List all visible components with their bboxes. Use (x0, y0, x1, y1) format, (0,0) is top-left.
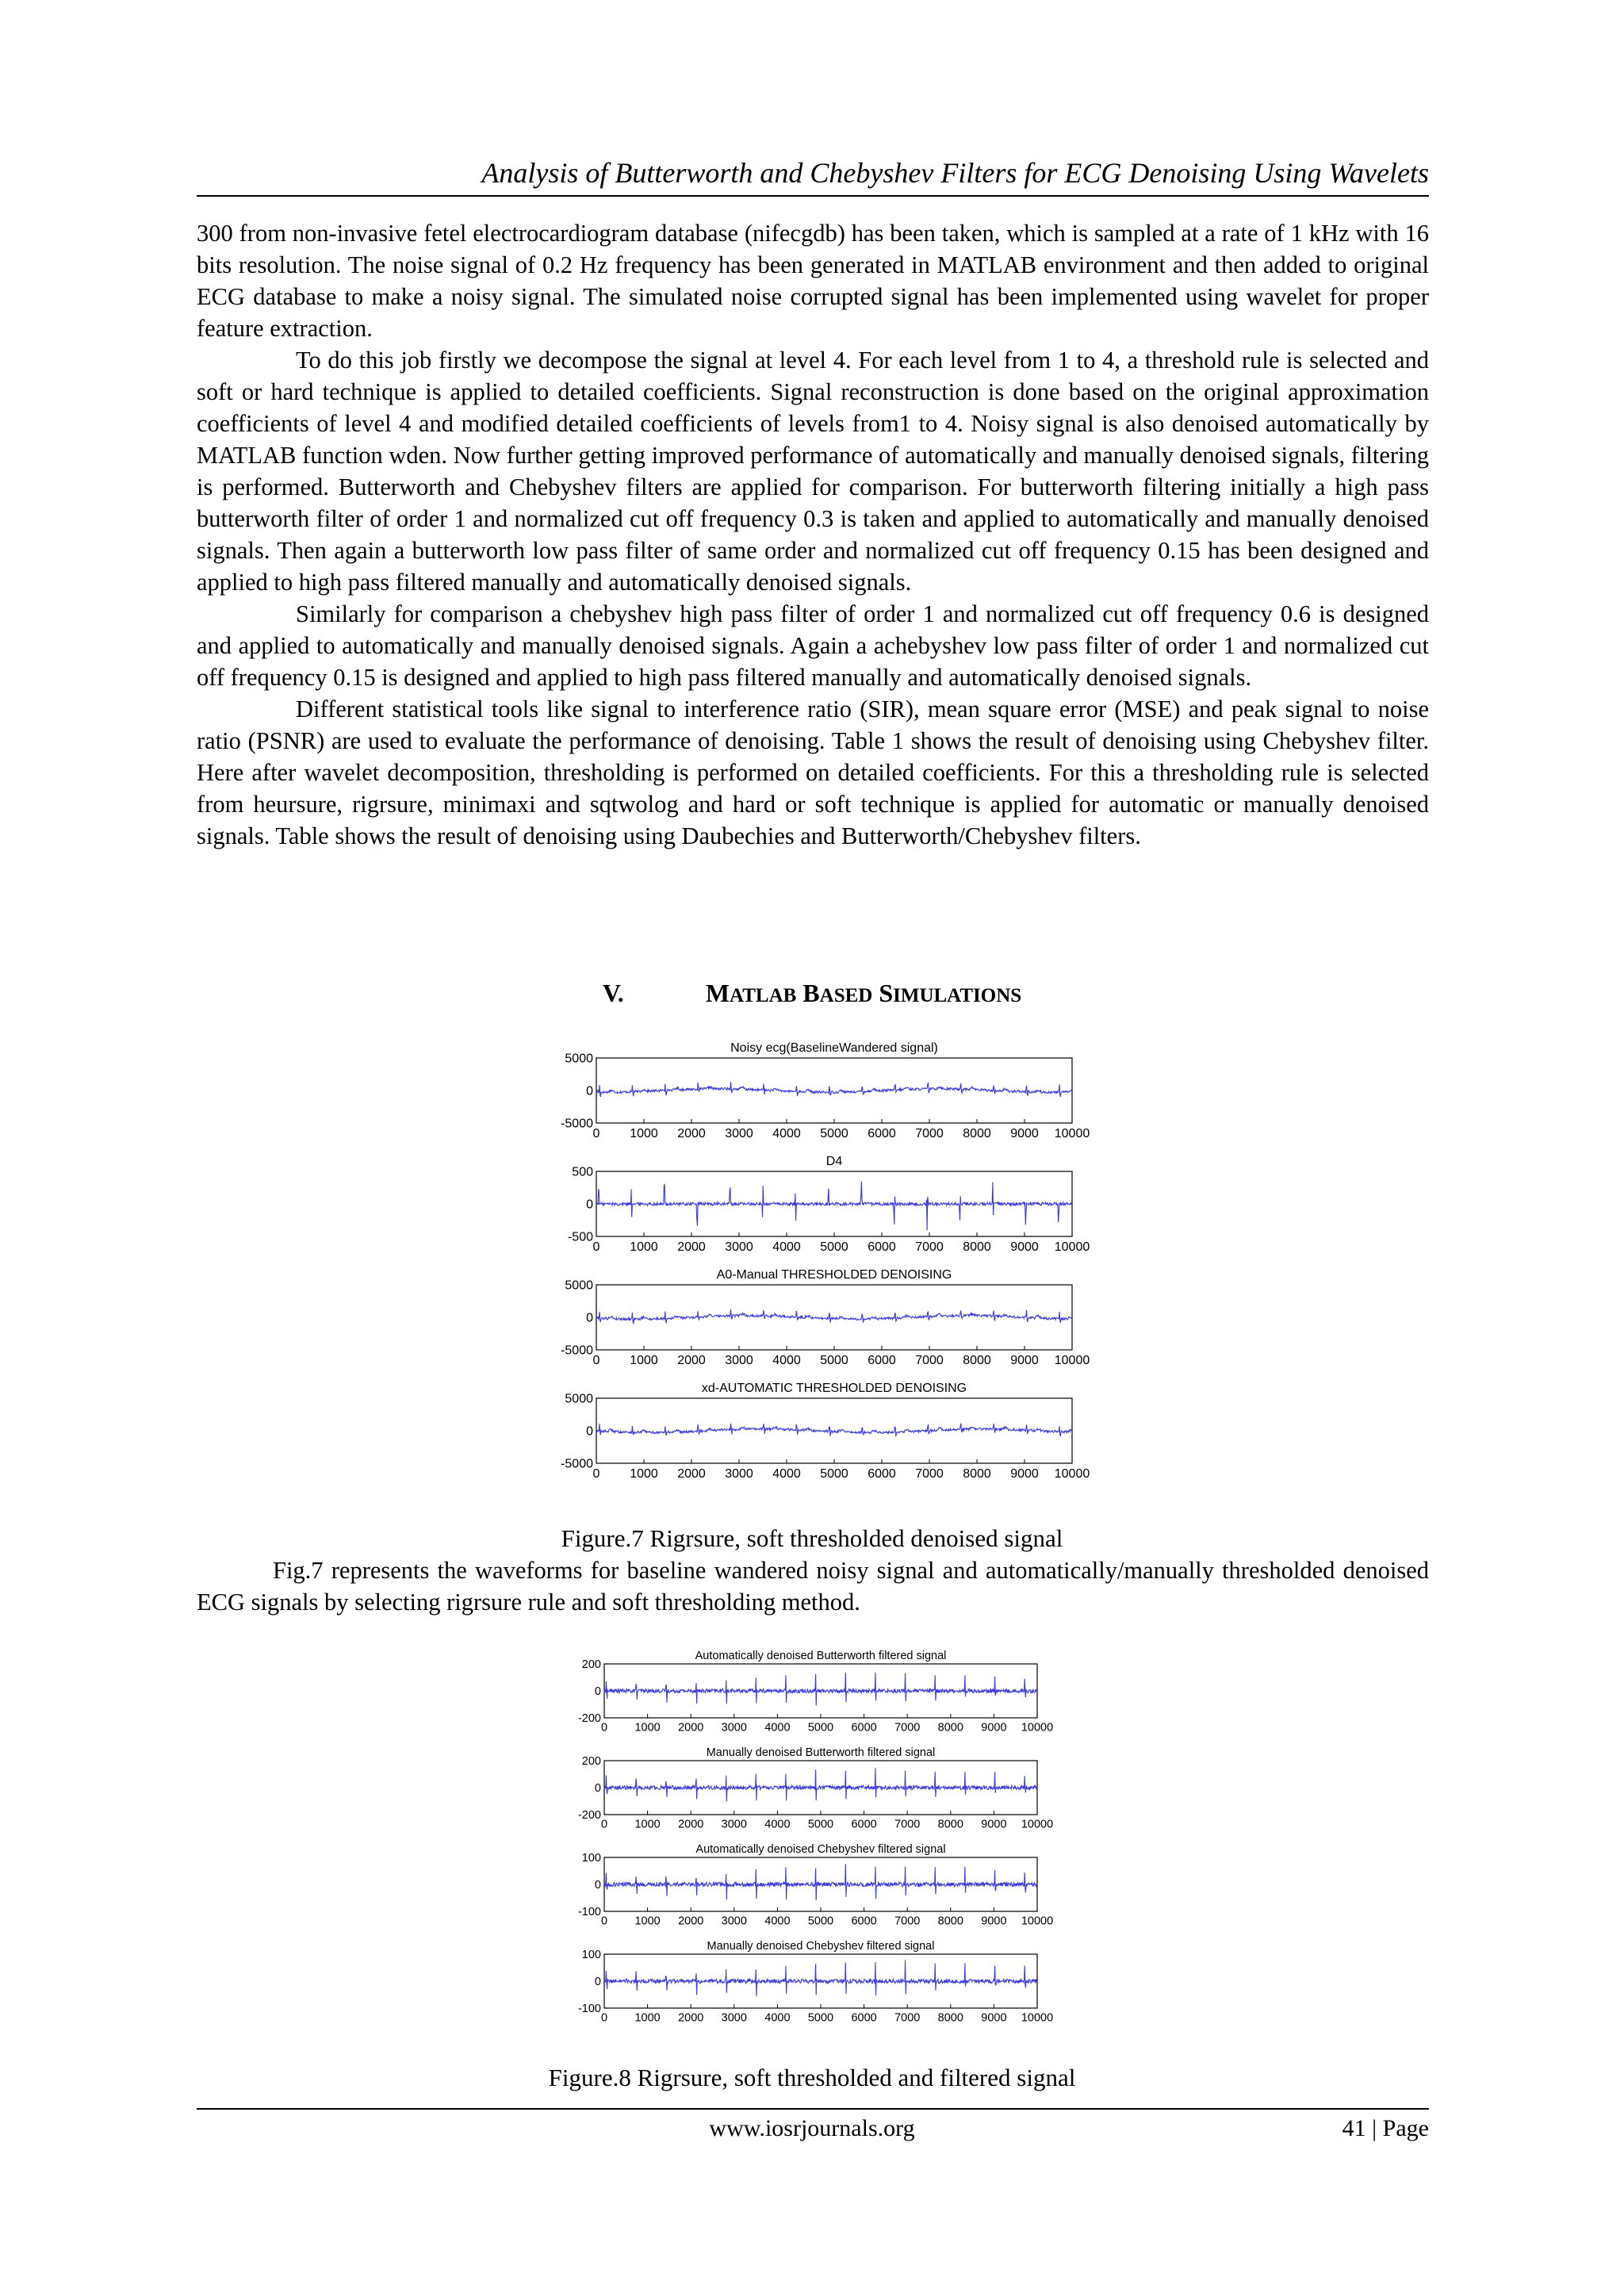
paragraph-2: To do this job firstly we decompose the signal at level 4. For each level from 1 to 4, a threshold rule is selected and soft or hard technique is applied to detailed coefficients. Signal reconstruction is done based on the original approximation coefficients of level 4 and modified detailed coefficients of levels from1 to 4. Noisy signal is also denoised automatically by MATLAB function wden. Now further getting improved performance of automatically and manually denoised signals, filtering is performed. Butterworth and Chebyshev filters are applied for comparison. For butterworth filtering initially a high pass butterworth filter of order 1 and normalized cut off frequency 0.3 is taken and applied to automatically and manually denoised signals. Then again a butterworth low pass filter of same order and normalized cut off frequency 0.15 has been designed and applied to high pass filtered manually and automatically denoised signals. (197, 347, 1429, 596)
subplot-3 (561, 1268, 1090, 1367)
x-tick-label: 2000 (677, 1354, 706, 1367)
subplot-2 (578, 1746, 1053, 1831)
section-title-w1-first: M (705, 979, 730, 1007)
x-tick-label: 5000 (807, 1915, 834, 1928)
x-tick-label: 5000 (820, 1127, 848, 1140)
x-tick-label: 9000 (981, 1818, 1007, 1831)
y-tick-label: 0 (586, 1424, 593, 1439)
signal-trace (604, 1864, 1037, 1900)
x-tick-label: 6000 (851, 2011, 877, 2025)
x-tick-label: 10000 (1054, 1127, 1090, 1140)
y-tick-label: 0 (594, 1685, 601, 1699)
signal-trace (596, 1309, 1072, 1324)
figure-7 (539, 1031, 1090, 1493)
x-tick-label: 10000 (1021, 1818, 1054, 1831)
x-tick-label: 2000 (677, 1467, 706, 1481)
subplot-title: Manually denoised Chebyshev filtered signal (707, 1940, 935, 1953)
x-tick-label: 3000 (721, 1721, 747, 1734)
x-tick-label: 7000 (894, 1721, 921, 1734)
x-tick-label: 6000 (851, 1721, 877, 1734)
y-tick-label: 5000 (565, 1278, 593, 1293)
x-tick-label: 4000 (772, 1240, 801, 1254)
y-tick-label: 0 (586, 1198, 593, 1212)
x-tick-label: 1000 (634, 2011, 661, 2025)
figure-7-description (197, 1554, 1429, 1618)
y-tick-label: -200 (577, 1712, 601, 1726)
x-tick-label: 3000 (721, 1818, 747, 1831)
subplot-title: xd-AUTOMATIC THRESHOLDED DENOISING (701, 1382, 967, 1395)
x-tick-label: 0 (600, 2011, 608, 2025)
x-tick-label: 0 (600, 1915, 608, 1928)
x-tick-label: 1000 (634, 1818, 661, 1831)
y-tick-label: 0 (586, 1311, 593, 1325)
x-tick-label: 1000 (634, 1915, 661, 1928)
x-tick-label: 8000 (963, 1467, 991, 1481)
section-title-w3-first: S (879, 979, 894, 1007)
x-tick-label: 4000 (764, 1818, 791, 1831)
x-tick-label: 6000 (868, 1354, 896, 1367)
subplot-title: Manually denoised Butterworth filtered signal (706, 1746, 936, 1759)
section-title-w3-rest: IMULATIONS (893, 985, 1022, 1006)
y-tick-label: 100 (581, 1949, 601, 1962)
y-tick-label: 0 (594, 1782, 601, 1796)
x-tick-label: 6000 (851, 1915, 877, 1928)
subplot-1 (578, 1650, 1053, 1734)
signal-trace (604, 1768, 1037, 1801)
x-tick-label: 1000 (630, 1467, 658, 1481)
x-tick-label: 1000 (634, 1721, 661, 1734)
subplot-title: A0-Manual THRESHOLDED DENOISING (716, 1268, 952, 1282)
x-tick-label: 10000 (1021, 2011, 1054, 2025)
x-tick-label: 0 (592, 1240, 600, 1254)
x-tick-label: 8000 (937, 1818, 963, 1831)
header-rule (197, 195, 1429, 197)
x-tick-label: 9000 (1010, 1467, 1039, 1481)
x-tick-label: 7000 (915, 1240, 944, 1254)
x-tick-label: 3000 (725, 1240, 753, 1254)
y-tick-label: -100 (577, 1906, 601, 1919)
paragraph-1: 300 from non-invasive fetel electrocardiogram database (nifecgdb) has been taken, which is sampled at a rate of 1 kHz with 16 bits resolution. The noise signal of 0.2 Hz frequency has been generated in MATLAB environment and then added to original ECG database to make a noisy signal. The simulated noise corrupted signal has been implemented using wavelet for proper feature extraction. (197, 220, 1429, 342)
subplot-4 (578, 1940, 1053, 2025)
x-tick-label: 2000 (678, 1915, 704, 1928)
x-tick-label: 7000 (915, 1354, 944, 1367)
paragraph-3: Similarly for comparison a chebyshev high pass filter of order 1 and normalized cut off frequency 0.6 is designed and applied to automatically and manually denoised signals. Again a achebyshev low pass filter of order 1 and normalized cut off frequency 0.15 is designed and applied to high pass filtered manually and automatically denoised signals. (197, 600, 1429, 691)
x-tick-label: 9000 (1010, 1354, 1039, 1367)
y-tick-label: 200 (581, 1755, 601, 1769)
footer-url[interactable]: www.iosrjournals.org (709, 2115, 915, 2141)
x-tick-label: 5000 (820, 1467, 848, 1481)
x-tick-label: 8000 (963, 1240, 991, 1254)
x-tick-label: 10000 (1054, 1467, 1090, 1481)
x-tick-label: 2000 (678, 1721, 704, 1734)
x-tick-label: 1000 (630, 1127, 658, 1140)
x-tick-label: 4000 (764, 2011, 791, 2025)
x-tick-label: 7000 (915, 1467, 944, 1481)
x-tick-label: 6000 (868, 1127, 896, 1140)
x-tick-label: 10000 (1054, 1240, 1090, 1254)
section-heading (0, 977, 1624, 1012)
y-tick-label: -5000 (561, 1343, 593, 1358)
x-tick-label: 6000 (868, 1240, 896, 1254)
x-tick-label: 9000 (1010, 1240, 1039, 1254)
x-tick-label: 7000 (915, 1127, 944, 1140)
x-tick-label: 8000 (937, 1915, 963, 1928)
signal-trace (596, 1082, 1072, 1097)
x-tick-label: 10000 (1021, 1721, 1054, 1734)
x-tick-label: 7000 (894, 1818, 921, 1831)
x-tick-label: 4000 (764, 1721, 791, 1734)
signal-trace (604, 1961, 1037, 1996)
footer-rule (197, 2108, 1429, 2110)
figure-8-plot (555, 1634, 1063, 2040)
running-header: Analysis of Butterworth and Chebyshev Filters for ECG Denoising Using Wavelets (481, 157, 1429, 189)
y-tick-label: -200 (577, 1809, 601, 1823)
x-tick-label: 4000 (764, 1915, 791, 1928)
x-tick-label: 5000 (820, 1240, 848, 1254)
x-tick-label: 10000 (1021, 1915, 1054, 1928)
y-tick-label: -100 (577, 2003, 601, 2016)
figure-7-plot (539, 1031, 1090, 1493)
footer-page-number: 41 | Page (1342, 2115, 1429, 2141)
body-text (197, 217, 1429, 852)
x-tick-label: 0 (592, 1354, 600, 1367)
subplot-1 (561, 1041, 1090, 1140)
x-tick-label: 7000 (894, 2011, 921, 2025)
x-tick-label: 3000 (725, 1354, 753, 1367)
subplot-4 (561, 1382, 1090, 1481)
x-tick-label: 5000 (807, 1721, 834, 1734)
x-tick-label: 7000 (894, 1915, 921, 1928)
x-tick-label: 6000 (851, 1818, 877, 1831)
x-tick-label: 2000 (678, 2011, 704, 2025)
x-tick-label: 5000 (807, 1818, 834, 1831)
x-tick-label: 0 (592, 1467, 600, 1481)
signal-trace (604, 1673, 1037, 1706)
x-tick-label: 3000 (725, 1467, 753, 1481)
y-tick-label: -5000 (561, 1457, 593, 1471)
x-tick-label: 8000 (963, 1354, 991, 1367)
subplot-title: Noisy ecg(BaselineWandered signal) (730, 1041, 938, 1055)
y-tick-label: 5000 (565, 1052, 593, 1066)
y-tick-label: -5000 (561, 1117, 593, 1131)
figure-8 (555, 1634, 1063, 2040)
x-tick-label: 2000 (677, 1240, 706, 1254)
x-tick-label: 3000 (721, 2011, 747, 2025)
subplot-title: D4 (825, 1155, 843, 1168)
x-tick-label: 4000 (772, 1127, 801, 1140)
figure-7-caption: Figure.7 Rigrsure, soft thresholded denoised signal (561, 1524, 1063, 1552)
subplot-2 (568, 1155, 1090, 1254)
x-tick-label: 5000 (820, 1354, 848, 1367)
section-title-w2-rest: ASED (819, 985, 873, 1006)
signal-trace (596, 1424, 1072, 1437)
section-number: V. (602, 979, 624, 1007)
x-tick-label: 0 (592, 1127, 600, 1140)
x-tick-label: 1000 (630, 1240, 658, 1254)
x-tick-label: 9000 (1010, 1127, 1039, 1140)
x-tick-label: 9000 (981, 1915, 1007, 1928)
x-tick-label: 5000 (807, 2011, 834, 2025)
figure-8-caption: Figure.8 Rigrsure, soft thresholded and filtered signal (548, 2064, 1076, 2091)
x-tick-label: 10000 (1054, 1354, 1090, 1367)
y-tick-label: -500 (567, 1230, 593, 1244)
x-tick-label: 8000 (937, 1721, 963, 1734)
x-tick-label: 6000 (868, 1467, 896, 1481)
section-title-w1-rest: ATLAB (730, 985, 797, 1006)
y-tick-label: 0 (594, 1976, 601, 1989)
section-title-w2-first: B (802, 979, 820, 1007)
x-tick-label: 2000 (677, 1127, 706, 1140)
subplot-3 (578, 1843, 1053, 1928)
signal-trace (596, 1182, 1072, 1231)
x-tick-label: 0 (600, 1721, 608, 1734)
paragraph-4: Different statistical tools like signal to interference ratio (SIR), mean square error (MSE) and peak signal to noise ratio (PSNR) are used to evaluate the performance of denoising. Table 1 shows the result of denoising using Chebyshev filter. Here after wavelet decomposition, thresholding is performed on detailed coefficients. For this a thresholding rule is selected from heursure, rigrsure, minimaxi and sqtwolog and hard or soft technique is applied for automatic or manually denoised signals. Table shows the result of denoising using Daubechies and Butterworth/Chebyshev filters. (197, 696, 1429, 849)
x-tick-label: 0 (600, 1818, 608, 1831)
subplot-title: Automatically denoised Butterworth filtered signal (695, 1650, 947, 1662)
x-tick-label: 4000 (772, 1467, 801, 1481)
x-tick-label: 9000 (981, 2011, 1007, 2025)
y-tick-label: 0 (586, 1084, 593, 1098)
paragraph-fig7: Fig.7 represents the waveforms for baseline wandered noisy signal and automatically/manually thresholded denoised ECG signals by selecting rigrsure rule and soft thresholding method. (197, 1557, 1429, 1616)
x-tick-label: 8000 (937, 2011, 963, 2025)
y-tick-label: 200 (581, 1658, 601, 1672)
x-tick-label: 8000 (963, 1127, 991, 1140)
y-tick-label: 100 (581, 1852, 601, 1865)
y-tick-label: 500 (572, 1165, 593, 1179)
x-tick-label: 3000 (721, 1915, 747, 1928)
x-tick-label: 3000 (725, 1127, 753, 1140)
x-tick-label: 9000 (981, 1721, 1007, 1734)
subplot-title: Automatically denoised Chebyshev filtered signal (695, 1843, 946, 1856)
y-tick-label: 5000 (565, 1392, 593, 1406)
y-tick-label: 0 (594, 1879, 601, 1892)
x-tick-label: 2000 (678, 1818, 704, 1831)
x-tick-label: 4000 (772, 1354, 801, 1367)
x-tick-label: 1000 (630, 1354, 658, 1367)
